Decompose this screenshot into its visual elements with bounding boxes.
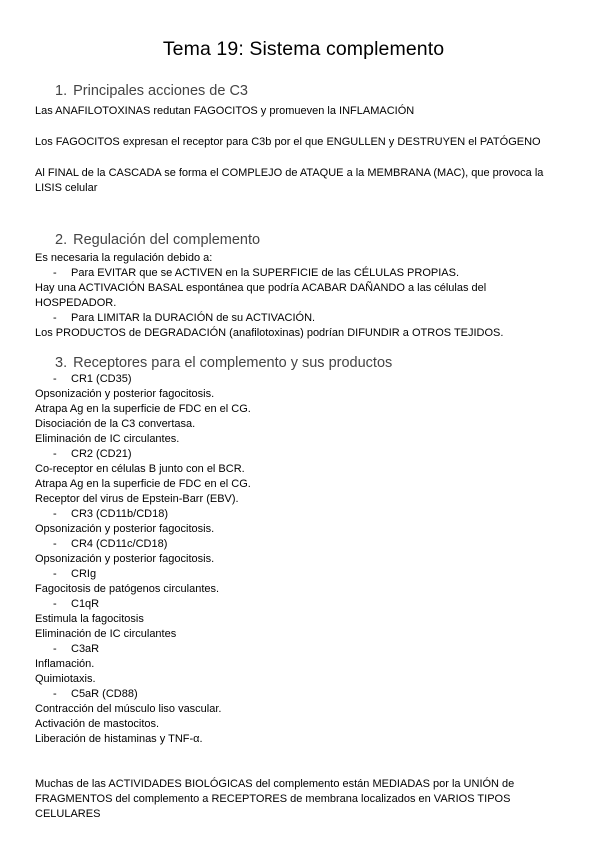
section-number: 3. [55, 355, 68, 371]
paragraph: Hay una ACTIVACIÓN BASAL espontánea que podría ACABAR DAÑANDO a las células del [35, 282, 487, 294]
receptor-function: Activación de mastocitos. [35, 718, 160, 730]
receptor-function: Liberación de histaminas y TNF-α. [35, 733, 203, 745]
paragraph: Al FINAL de la CASCADA se forma el COMPLEJO de ATAQUE a la MEMBRANA (MAC), que provoca la LISIS celular [35, 167, 544, 194]
bullet-dash: - [53, 568, 57, 580]
closing-paragraph: Muchas de las ACTIVIDADES BIOLÓGICAS del complemento están MEDIADAS por la UNIÓN de FRAGMENTOS del complemento a RECEPTORES de membrana localizados en VARIOS TIPOS CELULARES [35, 778, 515, 820]
receptor-item [35, 642, 572, 657]
bullet-dash: - [53, 373, 57, 385]
list-item-text: Para LIMITAR la DURACIÓN de su ACTIVACIÓN. [71, 312, 316, 324]
list-item [35, 266, 572, 281]
receptor-function: Quimiotaxis. [35, 673, 96, 685]
page-title: Tema 19: Sistema complemento [162, 38, 445, 60]
section-number: 2. [55, 232, 68, 248]
receptor-name: CR3 (CD11b/CD18) [71, 508, 168, 520]
receptor-function: Opsonización y posterior fagocitosis. [35, 553, 215, 565]
receptor-function: Contracción del músculo liso vascular. [35, 703, 222, 715]
receptor-name: C1qR [71, 598, 100, 610]
receptor-function: Fagocitosis de patógenos circulantes. [35, 583, 220, 595]
bullet-dash: - [53, 643, 57, 655]
paragraph: Los FAGOCITOS expresan el receptor para C3b por el que ENGULLEN y DESTRUYEN el PATÓGENO [35, 136, 541, 148]
receptor-function: Atrapa Ag en la superficie de FDC en el CG. [35, 478, 251, 490]
section-number: 1. [55, 83, 68, 99]
receptor-function: Co-receptor en células B junto con el BCR. [35, 463, 245, 475]
section-2-heading [35, 231, 572, 249]
receptor-function: Estimula la fagocitosis [35, 613, 144, 625]
receptor-function: Inflamación. [35, 658, 95, 670]
bullet-dash: - [53, 267, 57, 279]
paragraph: Es necesaria la regulación debido a: [35, 252, 213, 264]
receptor-name: C5aR (CD88) [71, 688, 138, 700]
receptor-item [35, 447, 572, 462]
receptor-function: Opsonización y posterior fagocitosis. [35, 523, 215, 535]
receptor-function: Opsonización y posterior fagocitosis. [35, 388, 215, 400]
receptor-name: CR2 (CD21) [71, 448, 132, 460]
section-title: Receptores para el complemento y sus productos [73, 355, 393, 371]
receptor-item [35, 567, 572, 582]
receptor-item [35, 537, 572, 552]
receptor-function: Eliminación de IC circulantes [35, 628, 177, 640]
bullet-dash: - [53, 538, 57, 550]
bullet-dash: - [53, 688, 57, 700]
bullet-dash: - [53, 312, 57, 324]
receptor-list [35, 372, 572, 747]
receptor-item [35, 372, 572, 387]
receptor-function: Disociación de la C3 convertasa. [35, 418, 196, 430]
bullet-dash: - [53, 598, 57, 610]
receptor-item [35, 507, 572, 522]
bullet-dash: - [53, 508, 57, 520]
paragraph: Las ANAFILOTOXINAS redutan FAGOCITOS y promueven la INFLAMACIÓN [35, 105, 415, 117]
list-item-text: Para EVITAR que se ACTIVEN en la SUPERFICIE de las CÉLULAS PROPIAS. [71, 267, 460, 279]
paragraph: Los PRODUCTOS de DEGRADACIÓN (anafilotoxinas) podrían DIFUNDIR a OTROS TEJIDOS. [35, 327, 504, 339]
section-1-heading [35, 82, 572, 100]
receptor-name: CRIg [71, 568, 97, 580]
receptor-function: Receptor del virus de Epstein-Barr (EBV). [35, 493, 239, 505]
section-3-heading [35, 354, 572, 372]
list-item [35, 311, 572, 326]
receptor-name: CR1 (CD35) [71, 373, 132, 385]
receptor-item [35, 687, 572, 702]
paragraph: HOSPEDADOR. [35, 297, 117, 309]
receptor-name: CR4 (CD11c/CD18) [71, 538, 168, 550]
receptor-function: Eliminación de IC circulantes. [35, 433, 180, 445]
receptor-name: C3aR [71, 643, 100, 655]
section-title: Principales acciones de C3 [73, 83, 248, 99]
receptor-item [35, 597, 572, 612]
bullet-dash: - [53, 448, 57, 460]
section-title: Regulación del complemento [73, 232, 261, 248]
receptor-function: Atrapa Ag en la superficie de FDC en el CG. [35, 403, 251, 415]
